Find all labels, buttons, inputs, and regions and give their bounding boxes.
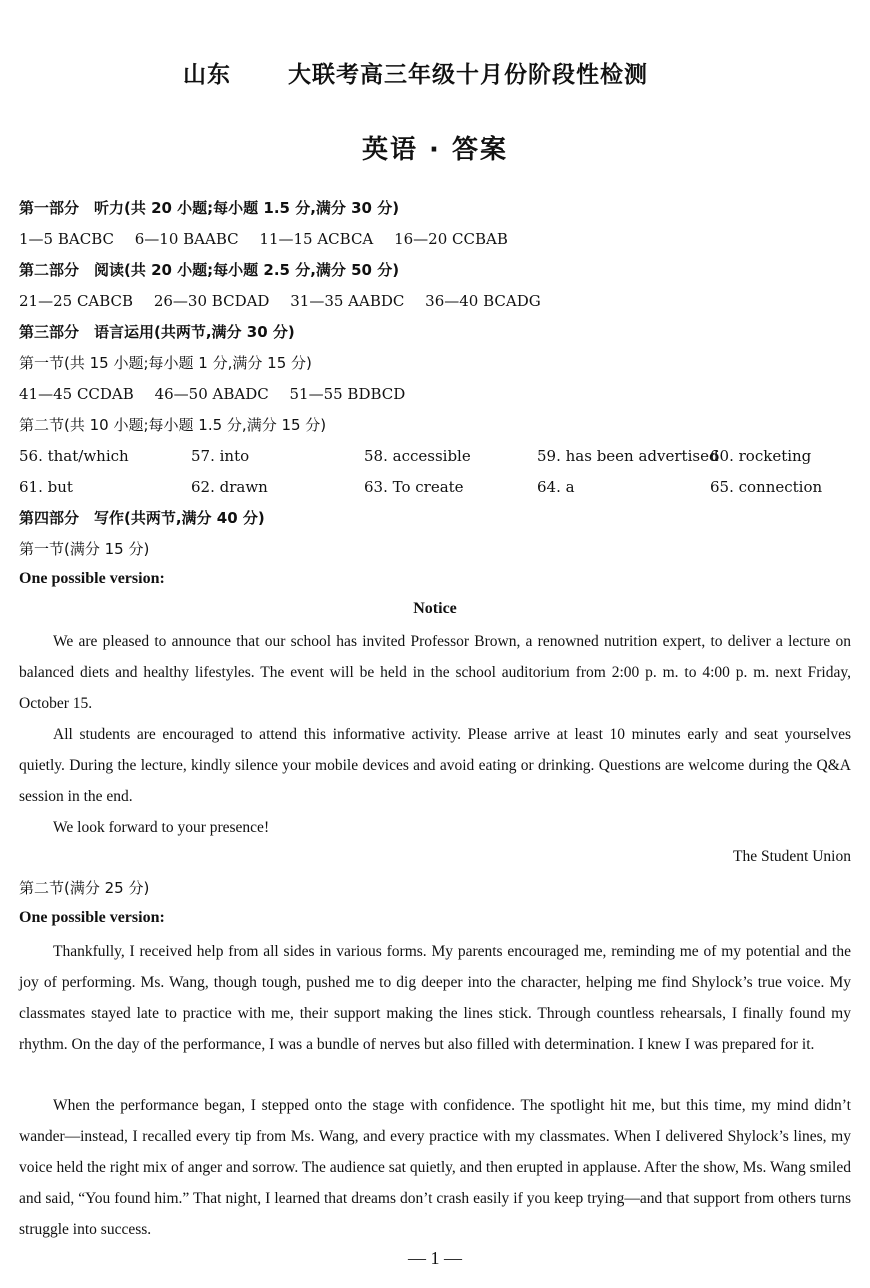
answer-group: 11—15 ACBCA xyxy=(259,230,374,248)
part3-section2-heading: 第二节(共 10 小题;每小题 1.5 分,满分 15 分) xyxy=(19,416,327,434)
page-subtitle: 英语 · 答案 xyxy=(362,135,508,165)
part2-answers xyxy=(19,292,541,310)
page-title xyxy=(0,56,870,88)
part2-heading: 第二部分 阅读(共 20 小题;每小题 2.5 分,满分 50 分) xyxy=(19,261,400,279)
notice-signature: The Student Union xyxy=(733,848,851,865)
story-paragraph: When the performance began, I stepped onto the stage with confidence. The spotlight hit me, but this time, my mind didn’t wander—instead, I recalled every tip from Ms. Wang, and every practice with my classmates. When I delivered Shylock’s lines, my voice held the right mix of anger and sorrow. The audience sat quietly, and then erupted in applause. After the show, Ms. Wang smiled and said, “You found him.” That night, I learned that dreams don’t crash easily if you keep trying—and that support from others turns struggle into success. xyxy=(19,1097,851,1238)
answer-group: 6—10 BAABC xyxy=(134,230,239,248)
blank-answer-62: 62. drawn xyxy=(191,478,268,496)
title-exam-name: 大联考高三年级十月份阶段性检测 xyxy=(288,62,648,88)
blank-answer-65: 65. connection xyxy=(710,478,823,496)
part3-heading: 第三部分 语言运用(共两节,满分 30 分) xyxy=(19,323,295,341)
part1-heading: 第一部分 听力(共 20 小题;每小题 1.5 分,满分 30 分) xyxy=(19,199,400,217)
notice-paragraph: We look forward to your presence! xyxy=(53,819,270,836)
answer-group: 16—20 CCBAB xyxy=(394,230,508,248)
part1-answers xyxy=(19,230,508,248)
possible-version-label: One possible version: xyxy=(19,909,165,926)
blank-answer-63: 63. To create xyxy=(364,478,464,496)
part4-heading: 第四部分 写作(共两节,满分 40 分) xyxy=(19,509,265,527)
answer-group: 21—25 CABCB xyxy=(19,292,134,310)
answer-group: 1—5 BACBC xyxy=(19,230,114,248)
part4-section2-heading: 第二节(满分 25 分) xyxy=(19,879,150,897)
blank-answer-57: 57. into xyxy=(191,447,250,465)
possible-version-label: One possible version: xyxy=(19,570,165,587)
answer-group: 51—55 BDBCD xyxy=(289,385,406,403)
answer-group: 41—45 CCDAB xyxy=(19,385,134,403)
notice-paragraph: All students are encouraged to attend this informative activity. Please arrive at least 10 minutes early and seat yourselves quietly. During the lecture, kindly silence your mobile devices and avoid eating or drinking. Questions are welcome during the Q&A session in the end. xyxy=(19,726,851,805)
answer-group: 26—30 BCDAD xyxy=(153,292,270,310)
title-region: 山东 xyxy=(183,62,231,88)
notice-title: Notice xyxy=(413,600,457,617)
part3-section1-heading: 第一节(共 15 小题;每小题 1 分,满分 15 分) xyxy=(19,354,312,372)
blank-answer-59: 59. has been advertised xyxy=(537,447,719,465)
page-number: — 1 — xyxy=(408,1248,462,1268)
answer-group: 46—50 ABADC xyxy=(154,385,269,403)
part3-section1-answers xyxy=(19,385,405,403)
blank-answer-56: 56. that/which xyxy=(19,447,129,465)
notice-paragraph: We are pleased to announce that our school has invited Professor Brown, a renowned nutrition expert, to deliver a lecture on balanced diets and healthy lifestyles. The event will be held in the school auditorium from 2:00 p. m. to 4:00 p. m. next Friday, October 15. xyxy=(19,633,851,712)
part4-section1-heading: 第一节(满分 15 分) xyxy=(19,540,150,558)
answer-group: 31—35 AABDC xyxy=(290,292,405,310)
blank-answer-58: 58. accessible xyxy=(364,447,471,465)
blank-answer-61: 61. but xyxy=(19,478,73,496)
blank-answer-64: 64. a xyxy=(537,478,575,496)
story-paragraph: Thankfully, I received help from all sides in various forms. My parents encouraged me, reminding me of my potential and the joy of performing. Ms. Wang, though tough, pushed me to dig deeper into the character, helping me find Shylock’s true voice. My classmates stayed late to practice with me, their support making the lines stick. Through countless rehearsals, I finally found my rhythm. On the day of the performance, I was a bundle of nerves but also filled with determination. I knew I was prepared for it. xyxy=(19,943,851,1053)
answer-group: 36—40 BCADG xyxy=(425,292,541,310)
blank-answer-60: 60. rocketing xyxy=(710,447,812,465)
